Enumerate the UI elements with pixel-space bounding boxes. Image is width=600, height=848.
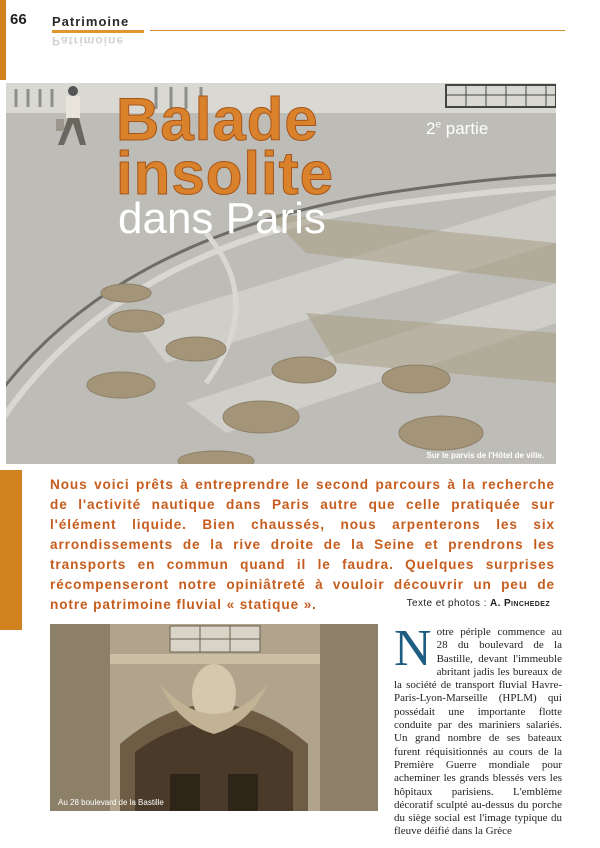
intro-paragraph: Nous voici prêts à entreprendre le second parcours à la recherche de l'activité nautique dans Paris autre que celle pratiquée sur l'élément liquide. Bien chaussés, nous arpenterons les six arrondissements de la rive droite de la Seine et prendrons les transports en commun quand il le faudra. Quelques surprises récompenseront notre opiniâtreté à vouloir découvrir un peu de notre patrimoine fluvial « statique ».: [50, 477, 555, 612]
credit-label: Texte et photos :: [406, 598, 490, 609]
header-rule: [150, 30, 565, 31]
hero-photo: [6, 83, 556, 464]
side-accent-strip: [0, 470, 22, 630]
section-label: Patrimoine: [52, 14, 130, 29]
facade-caption: Au 28 boulevard de la Bastille: [58, 798, 164, 807]
credit-author: A. Pinchedez: [489, 598, 550, 609]
hero-caption: Sur le parvis de l'Hôtel de ville.: [426, 451, 544, 460]
facade-photo: [50, 624, 378, 811]
page-number: 66: [10, 11, 27, 28]
section-label-reflection: Patrimoine: [52, 34, 125, 48]
article-text: otre périple commence au 28 du boulevard de la Bastille, devant l'immeuble abritant jadis les bureaux de la société de transport fluvial Havre-Paris-Lyon-Marseille (HPLM) qui possédait une importante flotte conduite par des mariniers salariés. Un grand nombre de ses bateaux furent réquisitionnés au cours de la Première Guerre mondiale pour acheminer les grands blessés vers les hôpitaux parisiens. L'emblème décoratif sculpté au-dessus du porche du siège social est l'image typique du fleuve déifié dans la Grèce: [394, 626, 562, 838]
title-line-2: insolite: [116, 140, 335, 207]
credit-line: [407, 598, 550, 609]
title-line-1: Balade: [116, 86, 319, 153]
title-line-3: dans Paris: [118, 194, 326, 243]
section-underline: [52, 30, 144, 33]
dropcap: N: [394, 620, 432, 677]
left-accent-bar: [0, 0, 6, 80]
facade-illustration: [50, 624, 378, 811]
part-label: 2e partie: [426, 119, 489, 138]
article-body: [394, 620, 562, 839]
